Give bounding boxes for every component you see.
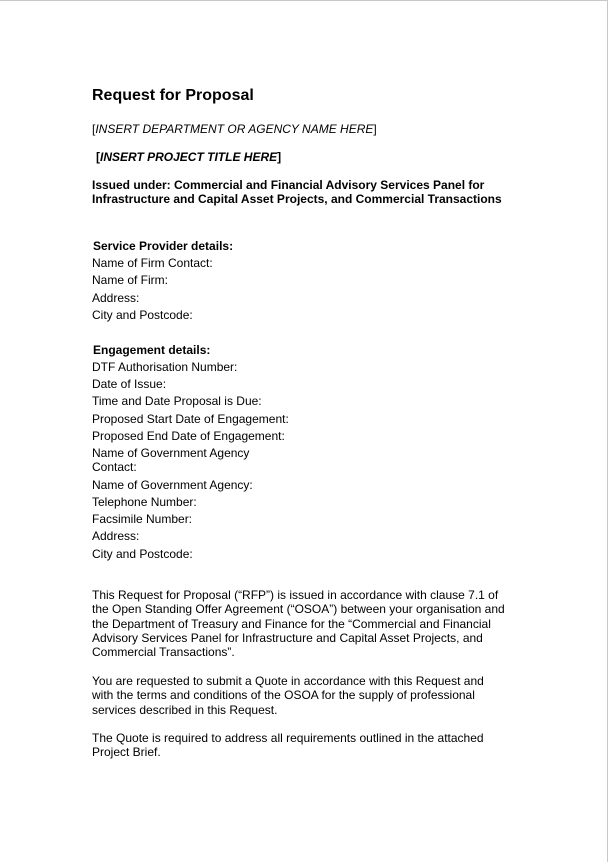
field-telephone: Telephone Number: xyxy=(92,495,197,509)
paragraph-line: Advisory Services Panel for Infrastructure and Capital Asset Projects, and xyxy=(92,630,483,645)
field-firm-contact: Name of Firm Contact: xyxy=(92,256,213,270)
field-agency-name: Name of Government Agency: xyxy=(92,478,253,492)
department-placeholder-text: INSERT DEPARTMENT OR AGENCY NAME HERE xyxy=(95,122,374,136)
field-engagement-address: Address: xyxy=(92,529,140,543)
field-address: Address: xyxy=(92,291,140,305)
field-date-of-issue: Date of Issue: xyxy=(92,377,167,391)
field-firm-name: Name of Firm: xyxy=(92,273,169,287)
engagement-heading: Engagement details: xyxy=(93,343,211,357)
department-placeholder[interactable]: [INSERT DEPARTMENT OR AGENCY NAME HERE] xyxy=(92,122,377,136)
issued-under-line: Issued under: Commercial and Financial Advisory Services Panel for xyxy=(92,178,485,192)
service-provider-heading: Service Provider details: xyxy=(93,239,234,253)
paragraph-quote-requirements xyxy=(92,731,532,760)
field-proposal-due: Time and Date Proposal is Due: xyxy=(92,394,262,408)
issued-under-line: Infrastructure and Capital Asset Projects, and Commercial Transactions xyxy=(92,192,502,206)
field-start-date: Proposed Start Date of Engagement: xyxy=(92,412,289,426)
paragraph-line: The Quote is required to address all requirements outlined in the attached xyxy=(92,731,484,745)
project-title-placeholder-text: INSERT PROJECT TITLE HERE xyxy=(100,150,278,164)
field-facsimile: Facsimile Number: xyxy=(92,512,193,526)
paragraph-rfp-intro xyxy=(92,588,532,659)
paragraph-line: This Request for Proposal (“RFP”) is issued in accordance with clause 7.1 of xyxy=(92,588,499,602)
paragraph-line: with the terms and conditions of the OSOA for the supply of professional xyxy=(92,688,475,703)
field-agency-contact-line2: Contact: xyxy=(92,460,137,474)
paragraph-line: services described in this Request. xyxy=(92,702,278,717)
field-city-postcode: City and Postcode: xyxy=(92,308,193,322)
field-end-date: Proposed End Date of Engagement: xyxy=(92,429,285,443)
paragraph-line: Project Brief. xyxy=(92,745,161,760)
paragraph-line: Commercial Transactions”. xyxy=(92,645,235,660)
paragraph-line: You are requested to submit a Quote in accordance with this Request and xyxy=(92,674,484,688)
issued-under-statement xyxy=(92,178,532,206)
document-title: Request for Proposal xyxy=(92,87,254,104)
project-title-placeholder[interactable]: [INSERT PROJECT TITLE HERE] xyxy=(96,150,282,164)
paragraph-line: the Open Standing Offer Agreement (“OSOA”) between your organisation and xyxy=(92,602,505,617)
paragraph-line: the Department of Treasury and Finance for the “Commercial and Financial xyxy=(92,616,491,631)
paragraph-quote-request xyxy=(92,674,532,717)
field-dtf-authorisation: DTF Authorisation Number: xyxy=(92,360,238,374)
field-engagement-city-postcode: City and Postcode: xyxy=(92,547,193,561)
field-agency-contact-line1: Name of Government Agency xyxy=(92,446,250,460)
